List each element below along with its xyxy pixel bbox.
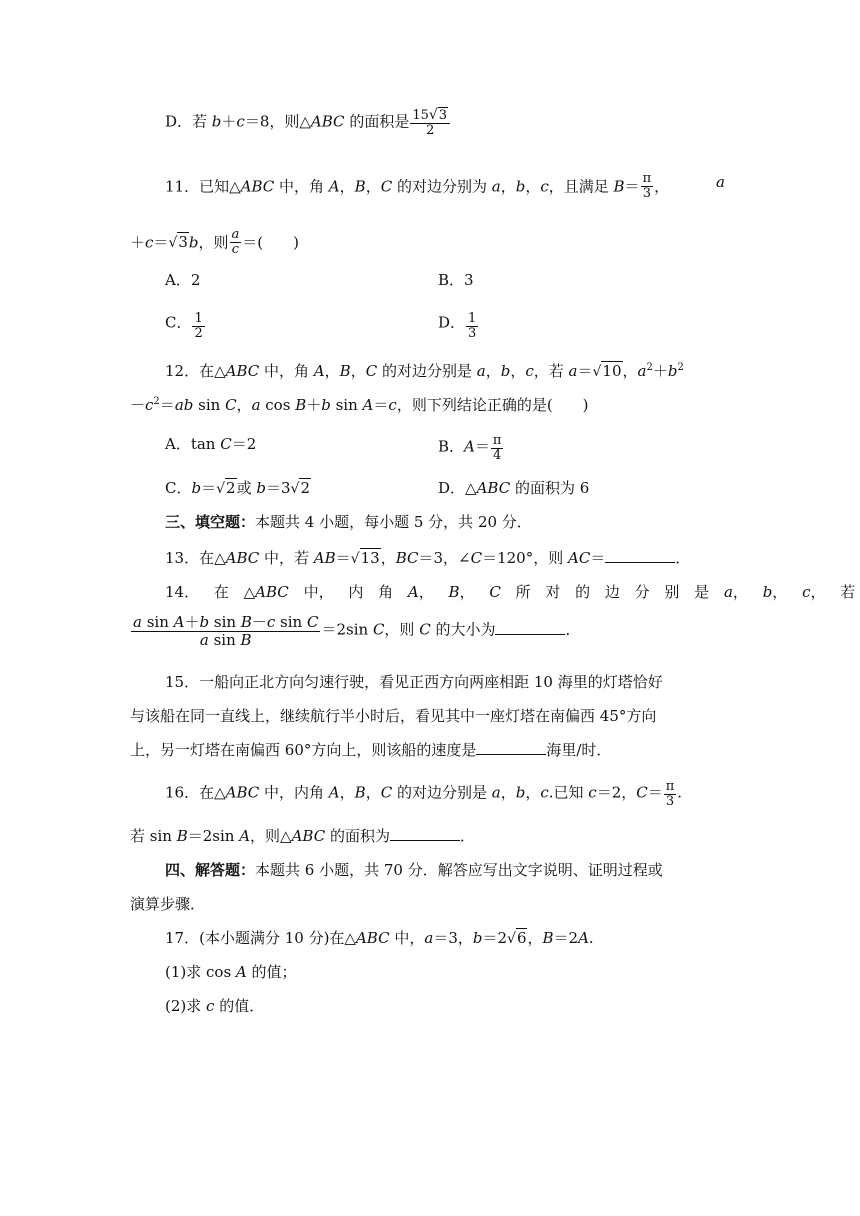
q13-stem: 13．在△ABC 中，若 AB＝√13，BC＝3，∠C＝120°，则 AC＝ ． <box>165 549 691 567</box>
q15-line3: 上，另一灯塔在南偏西 60°方向上，则该船的速度是 海里/时． <box>130 741 612 759</box>
q12-option-b: B．A＝ $\frac{\pi}{4}$ <box>438 433 502 464</box>
q11-option-d: D． $\frac{1}{3}$ <box>438 311 477 342</box>
q13-answer-blank[interactable] <box>605 548 675 563</box>
q12-option-c: C．b＝√2或 b＝3√2 <box>165 479 310 497</box>
q14-stem-line2: $\frac{\text{a sin A＋b sin B－c sin C}}{\text{a sin B}}$ ＝2sin C，则 C 的大小为 ． <box>133 613 581 649</box>
q11-stem-line1: 11．已知△ABC 中，角 A，B，C 的对边分别为 a，b，c，且满足 B＝ $\frac{\pi}{3}$ ， <box>165 171 670 202</box>
q17-stem: 17．(本小题满分 10 分)在△ABC 中，a＝3，b＝2√6，B＝2A. <box>165 929 594 947</box>
q11-option-a: A．2 <box>165 271 201 289</box>
q11-option-c: C． $\frac{1}{2}$ <box>165 311 203 342</box>
q12-option-a: A．tan C＝2 <box>165 435 257 453</box>
q15-line2: 与该船在同一直线上，继续航行半小时后，看见其中一座灯塔在南偏西 45°方向 <box>130 707 657 725</box>
section-3-heading: 三、填空题：本题共 4 小题，每小题 5 分，共 20 分． <box>165 513 532 531</box>
q11-a: a <box>716 173 725 191</box>
q14-stem-line1: 14． 在 △ABC 中， 内 角 A， B， C 所 对 的 边 分 别 是 a， b， c， 若 <box>165 583 856 601</box>
section-4-heading-line1: 四、解答题：本题共 6 小题，共 70 分．解答应写出文字说明、证明过程或 <box>165 861 663 879</box>
q16-line2: 若 sin B＝2sin A，则△ABC 的面积为 ． <box>130 827 476 845</box>
q17-part1: (1)求 cos A 的值； <box>165 963 297 981</box>
q15-line1: 15．一船向正北方向匀速行驶，看见正西方向两座相距 10 海里的灯塔恰好 <box>165 673 663 691</box>
q11-option-b: B．3 <box>438 271 474 289</box>
q16-line1: 16．在△ABC 中，内角 A，B，C 的对边分别是 a，b，c.已知 c＝2，C＝ $\frac{\pi}{3}$ . <box>165 779 683 810</box>
q15-answer-blank[interactable] <box>476 740 546 755</box>
q14-answer-blank[interactable] <box>495 620 565 635</box>
q12-stem-line2: $-c^2=ab$ sin C，a cos B＋b sin A＝c，则下列结论正确的是( ) <box>130 396 589 414</box>
q12-option-d: D．△ABC 的面积为 6 <box>438 479 590 497</box>
q11-stem-line2: ＋c＝√3b，则 $\frac{a}{c}$ ＝( ) <box>130 227 300 258</box>
q10-option-d: D．若 b＋c＝8，则△ABC 的面积是 $\frac{15√3}{2}$ <box>165 108 451 139</box>
section-4-heading-line2: 演算步骤． <box>130 895 206 913</box>
q16-answer-blank[interactable] <box>390 826 460 841</box>
q17-part2: (2)求 c 的值． <box>165 997 265 1015</box>
q12-stem-line1: 12．在△ABC 中，角 A，B，C 的对边分别是 a，b，c，若 a＝√10，$a^2+b^2$ <box>165 362 684 380</box>
